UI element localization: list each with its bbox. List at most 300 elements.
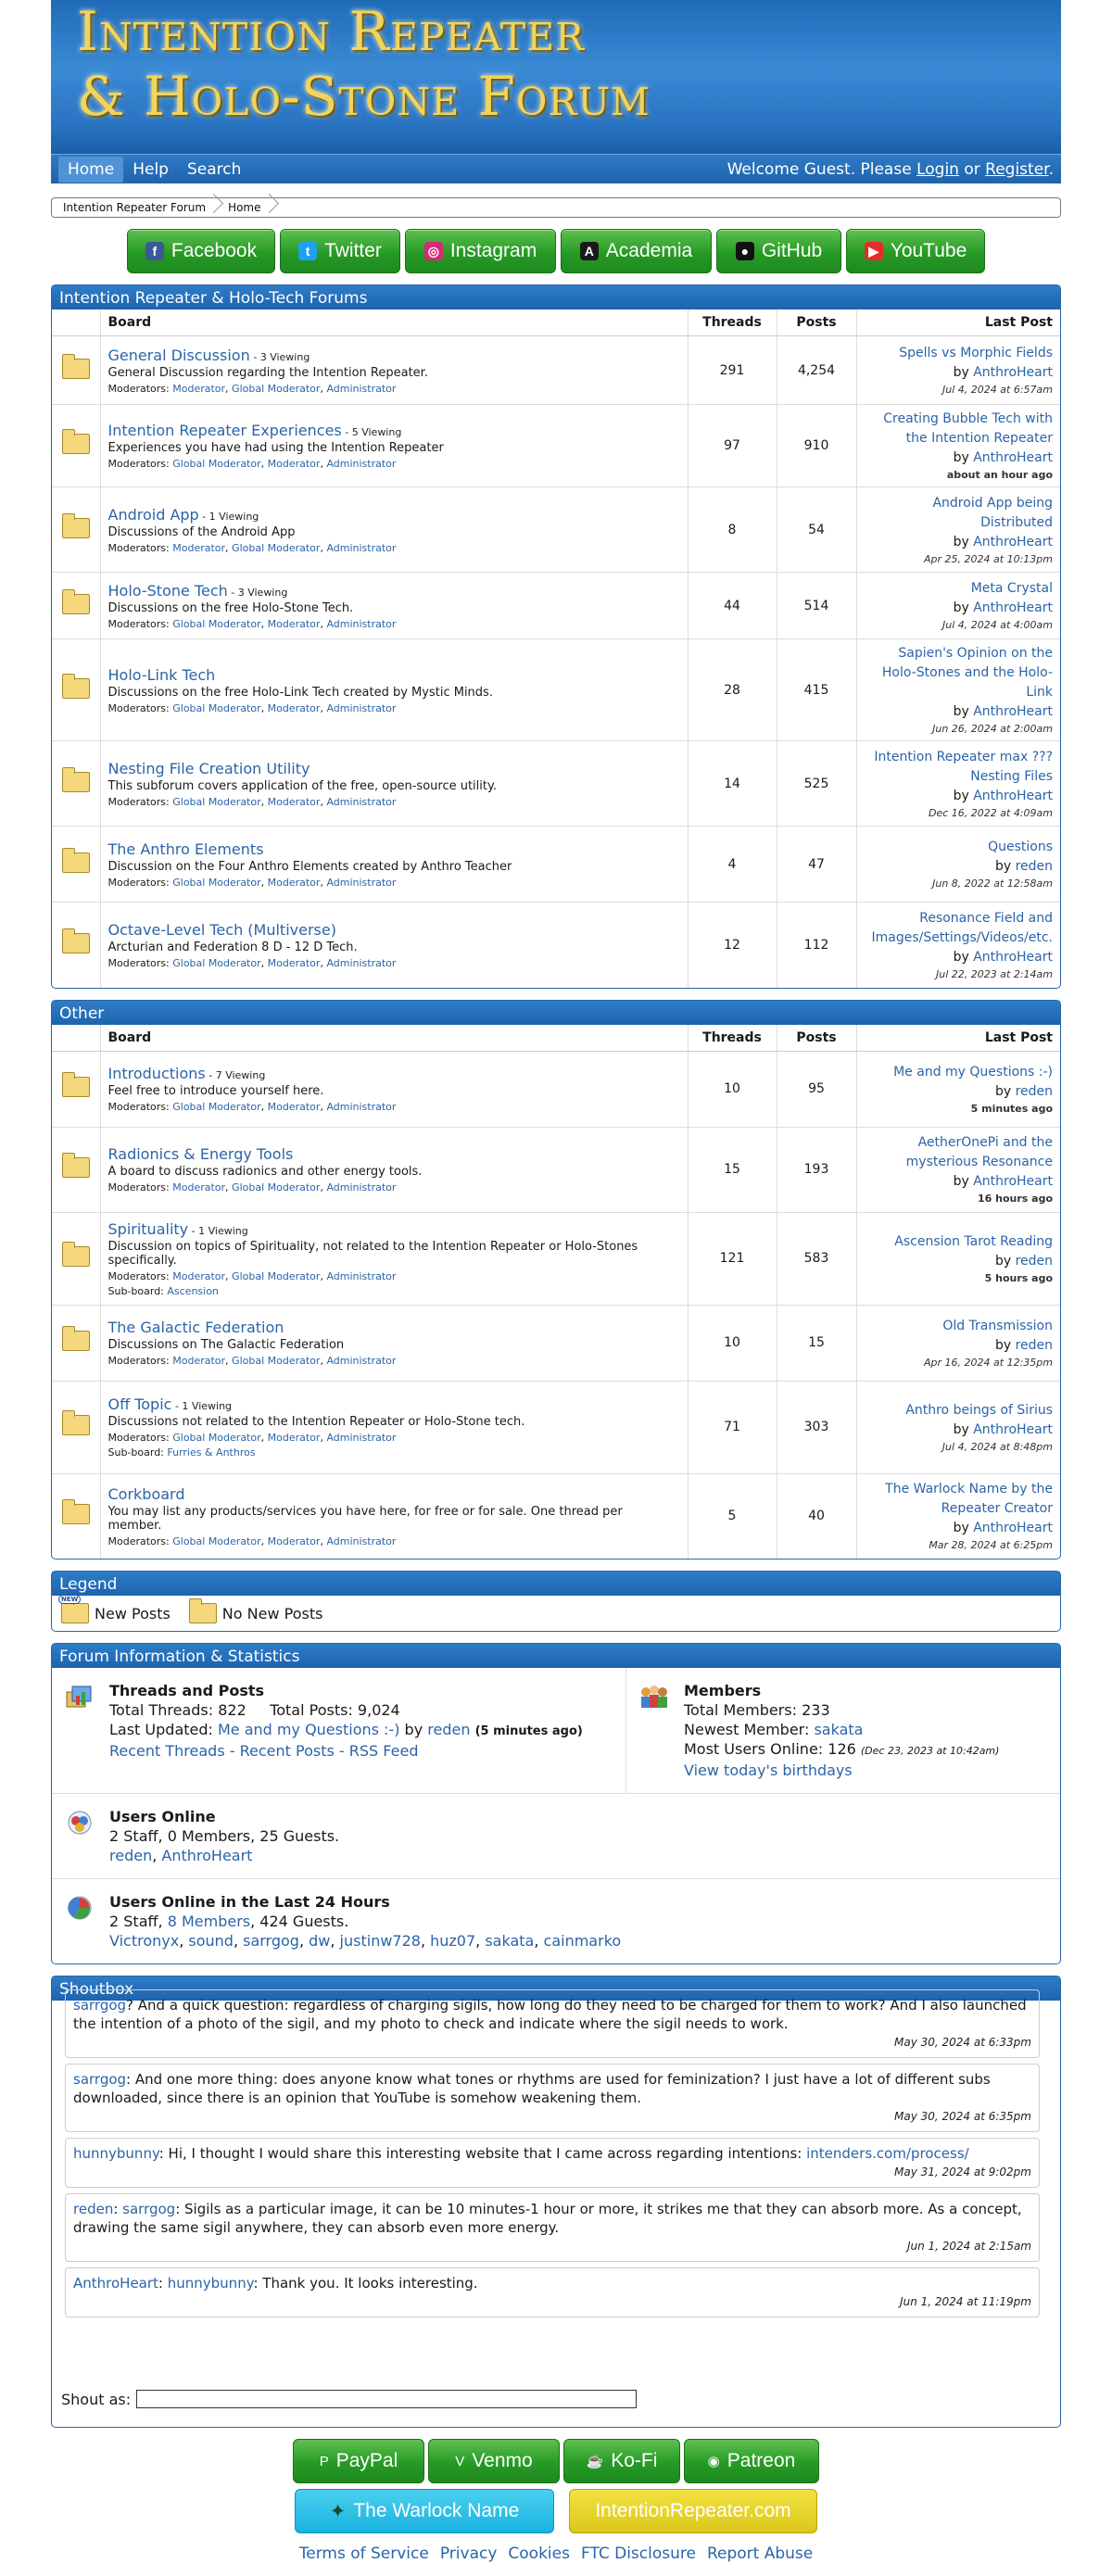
board-description: Discussion on topics of Spirituality, not related to the Intention Repeater or Holo-Stones specifically. (107, 1239, 638, 1268)
intentionrepeater-com-button[interactable] (569, 2489, 817, 2533)
legend-panel (51, 1571, 1061, 1632)
paypal-button[interactable] (293, 2439, 424, 2483)
total-threads: Total Threads: 822 (109, 1701, 246, 1719)
board-row (52, 336, 1060, 405)
board-link-intention-repeater-experiences[interactable]: Intention Repeater Experiences (107, 422, 342, 439)
board-link-spirituality[interactable]: Spirituality (107, 1219, 189, 1238)
nav-search[interactable]: Search (186, 159, 242, 179)
board-folder-icon (62, 1415, 90, 1435)
moderator-link[interactable]: Moderator (267, 1101, 321, 1113)
instagram-icon: ◎ (424, 242, 443, 260)
last-post (856, 487, 1060, 573)
board-folder-icon (62, 594, 90, 614)
board-moderators: Moderators: Global Moderator, Moderator, Administrator (107, 458, 397, 470)
last-post-thread-link[interactable]: Anthro beings of Sirius (905, 1402, 1053, 1418)
thread-count: 12 (688, 903, 777, 988)
facebook-icon: f (145, 242, 164, 260)
moderator-link[interactable]: Global Moderator (172, 1432, 261, 1444)
shout-user-link[interactable]: sarrgog (73, 2071, 127, 2088)
shout-text: : Sigils as a particular image, it can be 10 minutes-1 hour or more, it strikes me that they can absorb more. As a concept, drawing the same sigil anywhere, they can absorb even more energy. (73, 2201, 1022, 2236)
user-link[interactable]: sakata (485, 1932, 535, 1950)
last-post-thread-link[interactable]: AetherOnePi and the mysterious Resonance (905, 1135, 1053, 1169)
footer-cookies-link[interactable]: Cookies (508, 2544, 570, 2563)
board-link-corkboard[interactable]: Corkboard (107, 1484, 185, 1503)
github-button[interactable] (716, 229, 841, 273)
shout-user-link[interactable]: hunnybunny (73, 2145, 159, 2162)
board-table (52, 309, 1060, 988)
last-post-user-link[interactable]: AnthroHeart (973, 450, 1053, 465)
board-moderators: Moderators: Moderator, Global Moderator, Administrator (107, 1181, 397, 1193)
board-status-cell (52, 1305, 100, 1381)
last-post (856, 639, 1060, 741)
board-moderators: Moderators: Moderator, Global Moderator, Administrator (107, 382, 397, 395)
nav-links (58, 157, 250, 183)
moderators-label: Moderators: (107, 1432, 173, 1444)
github-icon: ● (736, 242, 754, 260)
moderators-label: Moderators: (107, 1534, 173, 1547)
post-count: 112 (777, 903, 856, 988)
users-online-icon (63, 1807, 96, 1838)
moderator-link[interactable]: Administrator (326, 617, 397, 630)
academia-button[interactable] (561, 229, 712, 273)
patreon-button[interactable] (684, 2439, 819, 2483)
moderator-link[interactable]: Global Moderator (232, 541, 321, 554)
last-post-thread-link[interactable]: Ascension Tarot Reading (894, 1233, 1053, 1249)
last-post-user-link[interactable]: reden (1015, 1337, 1053, 1353)
board-description: Experiences you have had using the Intention Repeater (107, 441, 444, 455)
board-link-nesting-file-creation-utility[interactable]: Nesting File Creation Utility (107, 759, 310, 777)
instagram-button[interactable] (405, 229, 556, 273)
board-table (52, 1025, 1060, 1559)
thread-count: 10 (688, 1051, 777, 1127)
last-post-date: Jul 4, 2024 at 8:48pm (941, 1440, 1053, 1453)
last-post-user-link[interactable]: AnthroHeart (973, 365, 1053, 380)
thread-count: 15 (688, 1127, 777, 1212)
last-post (856, 1051, 1060, 1127)
users-24h-staff: 2 Staff, (109, 1913, 168, 1930)
moderator-link[interactable]: Moderator (267, 458, 321, 470)
moderator-link[interactable]: Global Moderator (232, 382, 321, 395)
last-updated-thread-link[interactable]: Me and my Questions :-) (218, 1721, 400, 1738)
last-post-by-label: by (994, 1253, 1016, 1269)
shout-url-link[interactable]: intenders.com/process/ (806, 2145, 969, 2162)
board-description: Discussions on The Galactic Federation (107, 1338, 345, 1352)
post-count: 514 (777, 573, 856, 639)
members-icon (638, 1681, 671, 1712)
footer-ftc-disclosure-link[interactable]: FTC Disclosure (580, 2544, 696, 2563)
last-post-thread-link[interactable]: Sapien's Opinion on the Holo-Stones and the Holo-Link (881, 646, 1053, 700)
header-last-post: Last Post (856, 1025, 1060, 1052)
threads-posts-heading: Threads and Posts (109, 1682, 265, 1699)
venmo-button[interactable] (428, 2439, 560, 2483)
board-folder-icon (62, 1077, 90, 1097)
user-link[interactable]: Victronyx (109, 1932, 180, 1950)
moderator-link[interactable]: Global Moderator (172, 701, 261, 714)
board-moderators: Moderators: Moderator, Global Moderator, Administrator (107, 541, 397, 554)
user-link[interactable]: AnthroHeart (161, 1847, 253, 1864)
last-post-user-link[interactable]: AnthroHeart (973, 1421, 1053, 1437)
last-post (856, 1212, 1060, 1305)
last-post-date: Jul 4, 2024 at 6:57am (942, 384, 1053, 396)
last-post-thread-link[interactable]: Me and my Questions :-) (893, 1064, 1053, 1080)
board-status-cell (52, 336, 100, 405)
board-status-cell (52, 1381, 100, 1473)
post-count: 4,254 (777, 336, 856, 405)
board-status-cell (52, 1051, 100, 1127)
moderator-link[interactable]: Administrator (326, 1101, 397, 1113)
login-link[interactable]: Login (916, 159, 959, 179)
promo-links (51, 2489, 1061, 2533)
navigation-bar (51, 154, 1061, 183)
board-description: Discussions on the free Holo-Stone Tech. (107, 600, 354, 615)
shout-mention-link[interactable]: sarrgog (122, 2201, 176, 2217)
moderator-link[interactable]: Moderator (172, 382, 226, 395)
board-link-holo-link-tech[interactable]: Holo-Link Tech (107, 665, 216, 684)
post-count: 15 (777, 1305, 856, 1381)
ko-fi-button[interactable] (563, 2439, 680, 2483)
banner-title-line2: & Holo-Stone Forum (77, 65, 651, 128)
moderator-link[interactable]: Moderator (267, 701, 321, 714)
last-post-user-link[interactable]: reden (1015, 859, 1053, 874)
sub-board-link[interactable]: Ascension (167, 1284, 219, 1297)
thread-count: 44 (688, 573, 777, 639)
board-info (100, 405, 688, 487)
moderator-link[interactable]: Global Moderator (232, 1269, 321, 1282)
shout-message: reden: sarrgog: Sigils as a particular image, it can be 10 minutes-1 hour or more, it strikes me that they can absorb more. As a concept, drawing the same sigil anywhere, they can absorb even more energy. Jun 1, 2024 at 2:15am (65, 2193, 1040, 2262)
moderator-link[interactable]: Global Moderator (172, 617, 261, 630)
legend-title: Legend (52, 1572, 1060, 1596)
board-status-cell (52, 741, 100, 827)
moderator-link[interactable]: Moderator (267, 876, 321, 889)
last-post-user-link[interactable]: AnthroHeart (973, 600, 1053, 615)
board-info (100, 573, 688, 639)
board-moderators: Moderators: Global Moderator, Moderator, Administrator (107, 795, 397, 808)
post-count: 54 (777, 487, 856, 573)
register-link[interactable]: Register (985, 159, 1049, 179)
moderator-link[interactable]: Administrator (326, 1534, 397, 1547)
post-count: 525 (777, 741, 856, 827)
last-post-user-link[interactable]: AnthroHeart (973, 1521, 1053, 1536)
banner-title-line1: Intention Repeater (77, 0, 586, 63)
last-post-user-link[interactable]: AnthroHeart (973, 1174, 1053, 1189)
birthdays-link[interactable]: View today's birthdays (684, 1762, 853, 1779)
shout-date: May 30, 2024 at 6:35pm (893, 2110, 1031, 2123)
moderator-link[interactable]: Moderator (172, 541, 226, 554)
users-24h-members-link[interactable]: 8 Members (167, 1913, 251, 1930)
kofi-icon: ☕ (586, 2454, 604, 2469)
moderator-link[interactable]: Administrator (326, 458, 397, 470)
board-moderators: Moderators: Global Moderator, Moderator, Administrator (107, 1432, 397, 1444)
board-link-the-anthro-elements[interactable]: The Anthro Elements (107, 840, 264, 858)
users-24h-list: Victronyx, sound, sarrgog, dw, justinw728, huz07, sakata, cainmarko (109, 1932, 622, 1950)
moderator-link[interactable]: Administrator (326, 1269, 397, 1282)
last-post (856, 903, 1060, 988)
the-warlock-name-label: The Warlock Name (353, 2500, 520, 2521)
board-description: This subforum covers application of the free, open-source utility. (107, 778, 497, 793)
board-row (52, 1127, 1060, 1212)
last-post-thread-link[interactable]: Questions (988, 840, 1053, 854)
last-post-user-link[interactable]: AnthroHeart (973, 704, 1053, 719)
user-link[interactable]: reden (109, 1847, 153, 1864)
shout-message (65, 2138, 1040, 2188)
board-info (100, 903, 688, 988)
last-post (856, 1473, 1060, 1559)
board-status-cell (52, 827, 100, 903)
shout-mention-link[interactable]: hunnybunny (167, 2275, 254, 2292)
board-row (52, 827, 1060, 903)
category-title[interactable]: Other (52, 1001, 1060, 1025)
board-folder-icon (62, 1246, 90, 1267)
header-last-post: Last Post (856, 309, 1060, 336)
board-description: Discussions not related to the Intention Repeater or Holo-Stone tech. (107, 1415, 525, 1429)
last-updated-user-link[interactable]: reden (427, 1721, 471, 1738)
last-post-thread-link[interactable]: The Warlock Name by the Repeater Creator (885, 1482, 1053, 1517)
board-viewing-count: - 1 Viewing (188, 1224, 248, 1237)
board-info (100, 1381, 688, 1473)
moderator-link[interactable]: Moderator (267, 1534, 321, 1547)
users-24h-heading: Users Online in the Last 24 Hours (109, 1893, 390, 1911)
user-link[interactable]: dw (309, 1932, 331, 1950)
thread-count: 121 (688, 1212, 777, 1305)
last-post-user-link[interactable]: AnthroHeart (973, 788, 1053, 803)
last-post-thread-link[interactable]: Intention Repeater max ??? Nesting Files (874, 749, 1053, 784)
moderator-link[interactable]: Global Moderator (172, 1534, 261, 1547)
last-post-by-label: by (953, 600, 974, 615)
welcome-message (727, 160, 1054, 179)
last-post-date: about an hour ago (946, 469, 1053, 481)
users-online-section (52, 1794, 350, 1878)
last-post-date: Apr 25, 2024 at 10:13pm (924, 552, 1053, 565)
moderator-link[interactable]: Moderator (267, 1432, 321, 1444)
moderator-link[interactable]: Administrator (326, 795, 397, 808)
category-intention-repeater-holo-tech-forums (51, 284, 1061, 989)
sub-board-label: Sub-board: (107, 1284, 168, 1297)
board-viewing-count: - 3 Viewing (227, 586, 288, 599)
user-link[interactable]: cainmarko (543, 1932, 622, 1950)
social-links (51, 229, 1061, 273)
moderator-link[interactable]: Administrator (326, 956, 397, 969)
total-posts: Total Posts: 9,024 (270, 1701, 400, 1719)
board-link-the-galactic-federation[interactable]: The Galactic Federation (107, 1319, 284, 1336)
moderator-link[interactable]: Moderator (267, 956, 321, 969)
legend-no-new-posts: No New Posts (221, 1604, 323, 1623)
moderator-link[interactable]: Global Moderator (232, 1181, 321, 1193)
the-warlock-name-button[interactable] (295, 2489, 554, 2533)
moderator-link[interactable]: Global Moderator (172, 956, 261, 969)
rss-feed-link[interactable]: RSS Feed (348, 1742, 419, 1760)
footer-privacy-link[interactable]: Privacy (439, 2544, 498, 2563)
last-post-user-link[interactable]: AnthroHeart (973, 949, 1053, 965)
board-status-cell (52, 405, 100, 487)
footer-terms-of-service-link[interactable]: Terms of Service (298, 2544, 429, 2563)
moderator-link[interactable]: Administrator (326, 1355, 397, 1367)
last-post-by-label: by (953, 450, 974, 465)
period-text: . (1048, 159, 1054, 179)
post-count: 95 (777, 1051, 856, 1127)
shout-user-link[interactable]: sarrgog (73, 1997, 127, 2014)
moderator-link[interactable]: Global Moderator (172, 795, 261, 808)
board-folder-icon (62, 1331, 90, 1351)
moderator-link[interactable]: Moderator (172, 1181, 226, 1193)
board-link-introductions[interactable]: Introductions (107, 1065, 206, 1082)
board-viewing-count: - 1 Viewing (198, 510, 259, 523)
last-post-user-link[interactable]: reden (1015, 1083, 1053, 1099)
board-row (52, 741, 1060, 827)
header-icon-col (52, 1025, 100, 1052)
board-row (52, 573, 1060, 639)
twitter-label: Twitter (324, 240, 382, 261)
moderators-label: Moderators: (107, 795, 173, 808)
breadcrumb (51, 197, 1061, 218)
shoutbox-messages[interactable] (65, 1997, 1040, 2308)
board-status-cell (52, 1212, 100, 1305)
board-description: Feel free to introduce yourself here. (107, 1084, 324, 1098)
moderator-link[interactable]: Moderator (172, 1269, 226, 1282)
youtube-button[interactable] (846, 229, 985, 273)
intentionrepeater-com-label: IntentionRepeater.com (595, 2500, 791, 2521)
moderators-label: Moderators: (107, 1181, 173, 1193)
board-status-cell (52, 573, 100, 639)
moderator-link[interactable]: Administrator (326, 876, 397, 889)
board-folder-icon (62, 359, 90, 379)
moderator-link[interactable]: Administrator (326, 382, 397, 395)
post-count: 910 (777, 405, 856, 487)
paypal-label: PayPal (335, 2450, 398, 2471)
last-post-user-link[interactable]: AnthroHeart (973, 534, 1053, 549)
user-link[interactable]: sarrgog (243, 1932, 299, 1950)
board-info (100, 1305, 688, 1381)
board-moderators: Moderators: Global Moderator, Moderator, Administrator (107, 701, 397, 714)
moderator-link[interactable]: Global Moderator (172, 1101, 261, 1113)
shout-user-link[interactable]: AnthroHeart (73, 2275, 158, 2292)
last-post-thread-link[interactable]: Creating Bubble Tech with the Intention Repeater (883, 411, 1053, 446)
board-link-octave-level-tech-multiverse[interactable]: Octave-Level Tech (Multiverse) (107, 920, 336, 939)
sub-board (108, 1285, 680, 1297)
board-row (52, 1051, 1060, 1127)
last-post-thread-link[interactable]: Old Transmission (942, 1318, 1053, 1333)
sub-board-link[interactable]: Furries & Anthros (167, 1446, 256, 1458)
board-info (100, 1051, 688, 1127)
board-link-radionics-energy-tools[interactable]: Radionics & Energy Tools (107, 1145, 294, 1163)
thread-count: 14 (688, 741, 777, 827)
last-post (856, 1127, 1060, 1212)
newest-member-label: Newest Member: (684, 1721, 815, 1738)
last-updated-label: Last Updated: (109, 1721, 218, 1738)
board-description: You may list any products/services you have here, for free or for sale. One thread per member. (107, 1504, 623, 1533)
board-info (100, 741, 688, 827)
board-link-off-topic[interactable]: Off Topic (107, 1395, 172, 1413)
last-updated-by: by (399, 1721, 428, 1738)
post-count: 303 (777, 1381, 856, 1473)
last-post-date: Mar 28, 2024 at 6:25pm (929, 1539, 1053, 1552)
moderator-link[interactable]: Moderator (267, 795, 321, 808)
board-moderators: Moderators: Global Moderator, Moderator, Administrator (107, 617, 397, 630)
user-link[interactable]: huz07 (430, 1932, 476, 1950)
facebook-button[interactable] (127, 229, 275, 273)
moderator-link[interactable]: Global Moderator (232, 1355, 321, 1367)
total-members: Total Members: 233 (684, 1701, 830, 1719)
last-post-thread-link[interactable]: Meta Crystal (970, 581, 1053, 596)
link-separator: - (224, 1742, 240, 1760)
moderator-link[interactable]: Administrator (326, 1181, 397, 1193)
moderator-link[interactable]: Global Moderator (172, 876, 261, 889)
board-status-cell (52, 1473, 100, 1559)
shout-date: Jun 1, 2024 at 11:19pm (900, 2295, 1031, 2308)
board-folder-icon (62, 852, 90, 873)
last-post-by-label: by (953, 788, 974, 803)
board-folder-icon (62, 434, 90, 454)
header-board: Board (100, 309, 688, 336)
board-description: Discussions on the free Holo-Link Tech created by Mystic Minds. (107, 685, 493, 700)
recent-threads-link[interactable]: Recent Threads (109, 1742, 225, 1760)
users-24h-icon (63, 1892, 96, 1924)
shoutbox-title: Shoutbox (52, 1976, 1060, 2001)
moderators-label: Moderators: (107, 1269, 173, 1282)
breadcrumb-home[interactable]: Home (222, 201, 277, 214)
last-post-user-link[interactable]: reden (1015, 1253, 1053, 1269)
board-link-android-app[interactable]: Android App (107, 505, 199, 524)
shout-date: May 31, 2024 at 9:02pm (893, 2166, 1031, 2178)
last-post (856, 827, 1060, 903)
post-count: 40 (777, 1473, 856, 1559)
last-post-date: Jun 8, 2022 at 12:58am (932, 878, 1053, 890)
threads-posts-section (52, 1668, 626, 1793)
board-info (100, 1127, 688, 1212)
shout-input[interactable] (136, 2390, 637, 2408)
moderators-label: Moderators: (107, 1355, 173, 1367)
post-count: 47 (777, 827, 856, 903)
last-post-by-label: by (994, 1337, 1016, 1353)
board-info (100, 639, 688, 741)
category-title[interactable]: Intention Repeater & Holo-Tech Forums (52, 285, 1060, 309)
board-link-general-discussion[interactable]: General Discussion (107, 346, 250, 364)
most-users-online: Most Users Online: 126 (684, 1740, 861, 1758)
shout-message (65, 2064, 1040, 2132)
moderators-label: Moderators: (107, 1101, 173, 1113)
shout-user-link[interactable]: reden (73, 2201, 114, 2217)
footer-report-abuse-link[interactable]: Report Abuse (706, 2544, 814, 2563)
board-link-holo-stone-tech[interactable]: Holo-Stone Tech (107, 581, 228, 600)
nav-home[interactable]: Home (58, 157, 123, 183)
last-post-by-label: by (953, 534, 974, 549)
twitter-button[interactable] (280, 229, 400, 273)
board-viewing-count: - 5 Viewing (341, 426, 402, 438)
forum-banner[interactable] (51, 0, 1061, 154)
newest-member-link[interactable]: sakata (814, 1721, 864, 1738)
board-viewing-count: - 3 Viewing (249, 350, 310, 363)
shout-text: ? And a quick question: regardless of charging sigils, how long do they need to be charged for them to work? And I also launched the intention of a photo of the sigil, and my photo to check and indicate where the sigil needs to work. (73, 1997, 1027, 2032)
board-info (100, 487, 688, 573)
moderator-link[interactable]: Administrator (326, 1432, 397, 1444)
recent-posts-link[interactable]: Recent Posts (239, 1742, 335, 1760)
link-separator: - (334, 1742, 349, 1760)
moderator-link[interactable]: Administrator (326, 701, 397, 714)
thread-count: 71 (688, 1381, 777, 1473)
last-post-thread-link[interactable]: Spells vs Morphic Fields (899, 346, 1053, 360)
nav-help[interactable]: Help (133, 159, 169, 179)
user-link[interactable]: justinw728 (339, 1932, 421, 1950)
breadcrumb-forum[interactable]: Intention Repeater Forum (57, 201, 222, 214)
moderator-link[interactable]: Administrator (326, 541, 397, 554)
last-post-thread-link[interactable]: Android App being Distributed (932, 495, 1053, 530)
user-link[interactable]: sound (188, 1932, 234, 1950)
academia-icon: A (580, 242, 599, 260)
moderator-link[interactable]: Global Moderator (172, 458, 261, 470)
moderator-link[interactable]: Moderator (267, 617, 321, 630)
shoutbox (51, 1976, 1061, 2428)
moderator-link[interactable]: Moderator (172, 1355, 226, 1367)
last-post-thread-link[interactable]: Resonance Field and Images/Settings/Videos/etc. (871, 910, 1053, 945)
